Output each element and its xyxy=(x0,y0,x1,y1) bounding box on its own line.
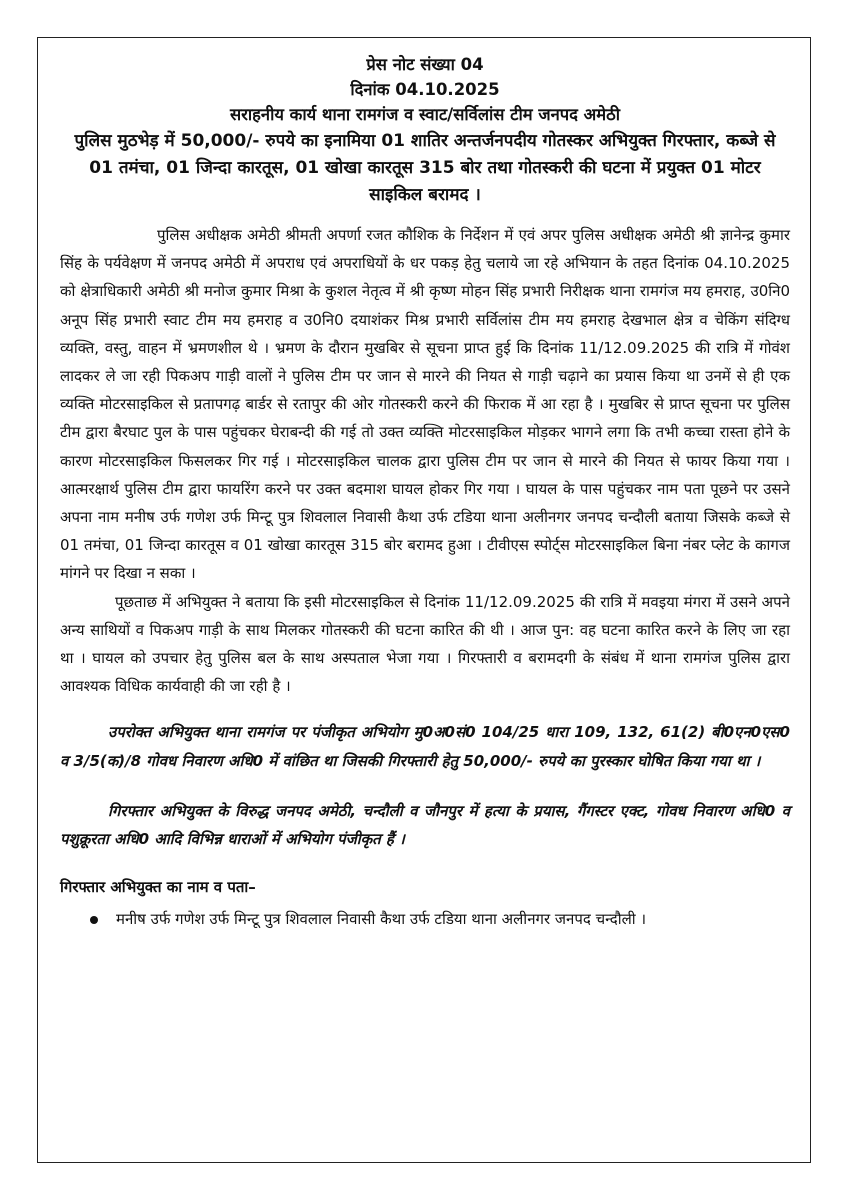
press-note-headline: पुलिस मुठभेड़ में 50,000/- रुपये का इनामिया 01 शातिर अन्तर्जनपदीय गोतस्कर अभियुक्त गिरफ्तार, कब्जे से 01 तमंचा, 01 जिन्दा कारतूस, 01 खोखा कारतूस 315 बोर तथा गोतस्करी की घटना में प्रयुक्त 01 मोटर साइकिल बरामद । xyxy=(74,131,776,205)
accused-name-address: मनीष उर्फ गणेश उर्फ मिन्टू पुत्र शिवलाल निवासी कैथा उर्फ टडिया थाना अलीनगर जनपद चन्दौली । xyxy=(116,910,647,929)
body-paragraph-3: उपरोक्त अभियुक्त थाना रामगंज पर पंजीकृत अभियोग मु0अ0सं0 104/25 धारा 109, 132, 61(2) बी0एन0एस0 व 3/5(क)/8 गोवध निवारण अधि0 में वांछित था जिसकी गिरफ्तारी हेतु 50,000/- रुपये का पुरस्कार घोषित किया गया था । xyxy=(60,723,790,770)
list-item xyxy=(60,905,790,933)
body-paragraph-1: पुलिस अधीक्षक अमेठी श्रीमती अपर्णा रजत कौशिक के निर्देशन में एवं अपर पुलिस अधीक्षक अमेठी श्री ज्ञानेन्द्र कुमार सिंह के पर्यवेक्षण में जनपद अमेठी में अपराध एवं अपराधियों के धर पकड़ हेतु चलाये जा रहे अभियान के तहत दिनांक 04.10.2025 को क्षेत्राधिकारी अमेठी श्री मनोज कुमार मिश्रा के कुशल नेतृत्व में श्री कृष्ण मोहन सिंह प्रभारी निरीक्षक थाना रामगंज मय हमराह, उ0नि0 अनूप सिंह प्रभारी स्वाट टीम मय हमराह व उ0नि0 दयाशंकर मिश्र प्रभारी सर्विलांस टीम मय हमराह देखभाल क्षेत्र व चेकिंग संदिग्ध व्यक्ति, वस्तु, वाहन में भ्रमणशील थे । भ्रमण के दौरान मुखबिर से सूचना प्राप्त हुई कि दिनांक 11/12.09.2025 की रात्रि में गोवंश लादकर ले जा रही पिकअप गाड़ी वालों ने पुलिस टीम पर जान से मारने की नियत से गाड़ी चढ़ाने का प्रयास किया था उनमें से ही एक व्यक्ति मोटरसाइकिल से प्रतापगढ़ बार्डर से रतापुर की ओर गोतस्करी करने की फिराक में आ रहा है । मुखबिर से प्राप्त सूचना पर पुलिस टीम द्वारा बैरघाट पुल के पास पहुंचकर घेराबन्दी की गई तो उक्त व्यक्ति मोटरसाइकिल मोड़कर भागने लगा कि तभी कच्चा रास्ता होने के कारण मोटरसाइकिल फिसलकर गिर गई । मोटरसाइकिल चालक द्वारा पुलिस टीम पर जान से मारने की नियत से फायर किया गया । आत्मरक्षार्थ पुलिस टीम द्वारा फायरिंग करने पर उक्त बदमाश घायल होकर गिर गया । घायल के पास पहुंचकर नाम पता पूछने पर उसने अपना नाम मनीष उर्फ गणेश उर्फ मिन्टू पुत्र शिवलाल निवासी कैथा उर्फ टडिया थाना अलीनगर जनपद चन्दौली बताया जिसके कब्जे से 01 तमंचा, 01 जिन्दा कारतूस व 01 खोखा कारतूस 315 बोर बरामद हुआ । टीवीएस स्पोर्ट्स मोटरसाइकिल बिना नंबर प्लेट के कागज मांगने पर दिखा न सका । xyxy=(60,226,790,583)
body-paragraph-2: पूछताछ में अभियुक्त ने बताया कि इसी मोटरसाइकिल से दिनांक 11/12.09.2025 की रात्रि में मवइया मंगरा में उसने अपने अन्य साथियों व पिकअप गाड़ी के साथ मिलकर गोतस्करी की घटना कारित की थी । आज पुन: वह घटना कारित करने के लिए जा रहा था । घायल को उपचार हेतु पुलिस बल के साथ अस्पताल भेजा गया । गिरफ्तारी व बरामदगी के संबंध में थाना रामगंज पुलिस द्वारा आवश्यक विधिक कार्यवाही की जा रही है । xyxy=(60,592,790,696)
press-note xyxy=(60,52,790,933)
accused-heading: गिरफ्तार अभियुक्त का नाम व पता– xyxy=(60,878,256,897)
bullet-icon xyxy=(90,916,98,924)
press-note-number: प्रेस नोट संख्या 04 xyxy=(366,55,484,74)
body-paragraph-4: गिरफ्तार अभियुक्त के विरुद्ध जनपद अमेठी, चन्दौली व जौनपुर में हत्या के प्रयास, गैंगस्टर एक्ट, गोवध निवारण अधि0 व पशुक्रूरता अधि0 आदि विभिन्न धाराओं में अभियोग पंजीकृत हैं । xyxy=(60,801,790,849)
press-note-subject: सराहनीय कार्य थाना रामगंज व स्वाट/सर्विलांस टीम जनपद अमेठी xyxy=(229,105,620,124)
press-note-date: दिनांक 04.10.2025 xyxy=(350,80,500,99)
